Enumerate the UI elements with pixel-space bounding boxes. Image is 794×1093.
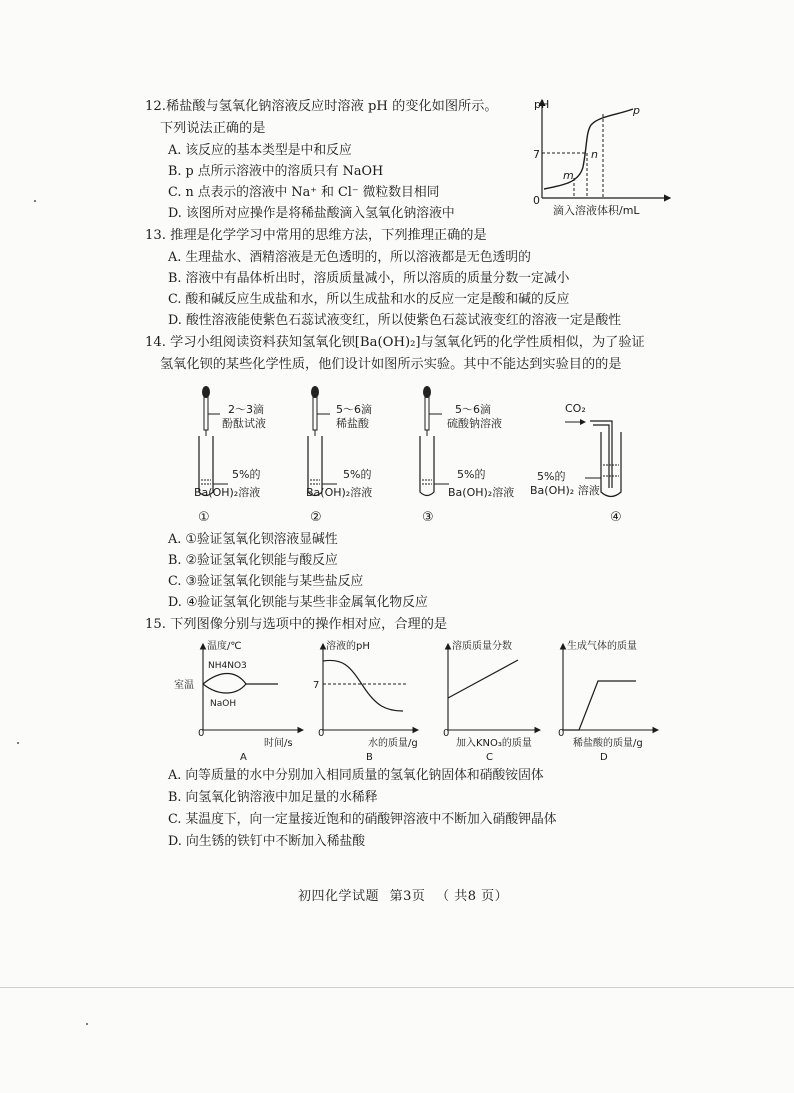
q14-e1-solution-conc: 5%的 xyxy=(232,468,261,481)
q12-point-p: p xyxy=(633,104,640,117)
q14-e2-solution-name: Ba(OH)₂溶液 xyxy=(306,486,373,499)
q14-experiment-figure xyxy=(160,380,650,528)
q15-c-line xyxy=(448,660,518,698)
q15-graph-c xyxy=(443,639,540,763)
q15-graph-b xyxy=(313,639,418,763)
q14-e3-solution-name: Ba(OH)₂溶液 xyxy=(448,486,515,499)
q15-graph-a xyxy=(174,639,303,763)
q15-graph-d xyxy=(558,639,658,763)
q15-a-letter: A xyxy=(240,752,247,763)
q14-stem-line2: 氢氧化钡的某些化学性质，他们设计如图所示实验。其中不能达到实验目的的是 xyxy=(160,357,622,372)
scan-speck xyxy=(86,1023,88,1025)
q14-e1-reagent-amount: 2～3滴 xyxy=(228,403,264,416)
q14-experiment-4 xyxy=(530,402,622,525)
q14-e2-number: ② xyxy=(310,510,322,525)
q14-e3-solution-conc: 5%的 xyxy=(457,468,486,481)
page-footer xyxy=(298,885,508,904)
q13-option-a: A. 生理盐水、酒精溶液是无色透明的，所以溶液都是无色透明的 xyxy=(168,250,531,265)
q14-e4-number: ④ xyxy=(610,510,622,525)
q13-option-c: C. 酸和碱反应生成盐和水，所以生成盐和水的反应一定是酸和碱的反应 xyxy=(168,292,570,307)
dropper-bulb-icon xyxy=(202,386,210,398)
q15-a-lower-curve xyxy=(203,684,246,693)
q14-stem-line1: 14. 学习小组阅读资料获知氢氧化钡[Ba(OH)₂]与氢氧化钙的化学性质相似，为了验证 xyxy=(145,335,645,350)
q15-c-origin: 0 xyxy=(443,728,450,739)
footer-subject: 初四化学试题 xyxy=(298,889,380,904)
q14-e4-solution-name: Ba(OH)₂ 溶液 xyxy=(530,484,600,497)
q12-x-label: 滴入溶液体积/mL xyxy=(553,204,640,217)
q12-y7-label: 7 xyxy=(533,148,540,161)
q15-c-letter: C xyxy=(486,752,493,763)
q15-c-xlabel: 加入KNO₃的质量 xyxy=(456,738,532,749)
q14-option-c: C. ③验证氢氧化钡能与某些盐反应 xyxy=(168,574,364,589)
dropper-tube-icon xyxy=(204,397,208,430)
test-tube-icon xyxy=(601,432,621,497)
q15-b-curve xyxy=(323,660,403,711)
q15-a-xlabel: 时间/s xyxy=(264,738,293,749)
scan-speck xyxy=(34,200,36,202)
q15-graphs-figure xyxy=(168,636,668,764)
dropper-bulb-icon xyxy=(311,386,319,398)
test-tube-icon xyxy=(420,436,434,496)
q14-e4-gas: CO₂ xyxy=(565,402,586,415)
q14-e4-solution-conc: 5%的 xyxy=(537,470,566,483)
q15-a-ylabel: 温度/℃ xyxy=(207,641,242,652)
q15-option-d: D. 向生锈的铁钉中不断加入稀盐酸 xyxy=(168,834,366,849)
q15-d-line xyxy=(563,681,636,730)
q12-y-label: pH xyxy=(534,98,550,111)
q14-option-d: D. ④验证氢氧化钡能与某些非金属氧化物反应 xyxy=(168,595,428,610)
q12-option-b: B. p 点所示溶液中的溶质只有 NaOH xyxy=(168,164,384,179)
q13-stem: 13. 推理是化学学习中常用的思维方法，下列推理正确的是 xyxy=(145,228,487,243)
q12-point-n: n xyxy=(591,148,598,161)
q12-origin: 0 xyxy=(533,194,540,207)
q15-d-ylabel: 生成气体的质量 xyxy=(567,641,637,652)
footer-page-total: （ 共8 页） xyxy=(436,889,509,904)
q15-a-ref: 室温 xyxy=(174,680,194,691)
q15-option-a: A. 向等质量的水中分别加入相同质量的氢氧化钠固体和硝酸铵固体 xyxy=(168,768,544,783)
q15-stem: 15. 下列图像分别与选项中的操作相对应，合理的是 xyxy=(145,617,448,632)
q15-b-origin: 0 xyxy=(318,728,325,739)
q15-b-letter: B xyxy=(366,752,373,763)
q15-d-letter: D xyxy=(600,752,608,763)
q15-b-ref: 7 xyxy=(313,680,320,691)
q15-a-upper-label: NH4NO3 xyxy=(208,661,247,671)
q12-ph-curve xyxy=(544,109,633,189)
q15-d-xlabel: 稀盐酸的质量/g xyxy=(573,738,643,749)
scan-fold-line xyxy=(0,987,794,988)
q13-option-d: D. 酸性溶液能使紫色石蕊试液变红，所以使紫色石蕊试液变红的溶液一定是酸性 xyxy=(168,313,622,328)
q14-e1-solution-name: Ba(OH)₂溶液 xyxy=(194,486,261,499)
q15-b-xlabel: 水的质量/g xyxy=(368,738,418,749)
q14-experiment-3 xyxy=(420,386,514,525)
q13-option-b: B. 溶液中有晶体析出时，溶质质量减小，所以溶质的质量分数一定减小 xyxy=(168,271,570,286)
q12-stem-line1: 12.稀盐酸与氢氧化钠溶液反应时溶液 pH 的变化如图所示。 xyxy=(145,99,498,114)
q14-e3-number: ③ xyxy=(422,510,434,525)
q14-e2-reagent-amount: 5～6滴 xyxy=(336,403,372,416)
q15-a-lower-label: NaOH xyxy=(210,699,237,709)
q14-e1-number: ① xyxy=(198,510,210,525)
q14-e3-reagent-name: 硫酸钠溶液 xyxy=(447,417,502,430)
q14-e2-reagent-name: 稀盐酸 xyxy=(336,417,369,430)
footer-page-number: 第3页 xyxy=(389,889,426,904)
q12-option-c: C. n 点表示的溶液中 Na⁺ 和 Cl⁻ 微粒数目相同 xyxy=(168,185,440,200)
q14-e2-solution-conc: 5%的 xyxy=(343,468,372,481)
q15-a-origin: 0 xyxy=(198,728,205,739)
q14-experiment-1 xyxy=(194,386,266,525)
q14-e1-reagent-name: 酚酞试液 xyxy=(222,417,266,430)
q14-experiment-2 xyxy=(306,386,372,525)
q15-option-c: C. 某温度下，向一定量接近饱和的硝酸钾溶液中不断加入硝酸钾晶体 xyxy=(168,812,557,827)
q15-d-origin: 0 xyxy=(558,728,565,739)
q14-option-a: A. ①验证氢氧化钡溶液显碱性 xyxy=(168,532,338,547)
q15-a-upper-curve xyxy=(203,674,278,685)
q12-stem-line2: 下列说法正确的是 xyxy=(160,121,266,136)
dropper-bulb-icon xyxy=(423,386,431,398)
dropper-tube-icon xyxy=(313,397,317,430)
scan-speck xyxy=(17,742,19,744)
q15-c-ylabel: 溶质质量分数 xyxy=(452,641,512,652)
dropper-tube-icon xyxy=(425,397,429,430)
q15-b-ylabel: 溶液的pH xyxy=(326,641,370,652)
q12-point-m: m xyxy=(563,169,574,182)
q15-option-b: B. 向氢氧化钠溶液中加足量的水稀释 xyxy=(168,790,378,805)
q14-e3-reagent-amount: 5～6滴 xyxy=(455,403,491,416)
q12-ph-graph xyxy=(525,92,675,217)
q12-option-a: A. 该反应的基本类型是中和反应 xyxy=(168,143,352,158)
q14-option-b: B. ②验证氢氧化钡能与酸反应 xyxy=(168,553,338,568)
q12-option-d: D. 该图所对应操作是将稀盐酸滴入氢氧化钠溶液中 xyxy=(168,206,455,221)
